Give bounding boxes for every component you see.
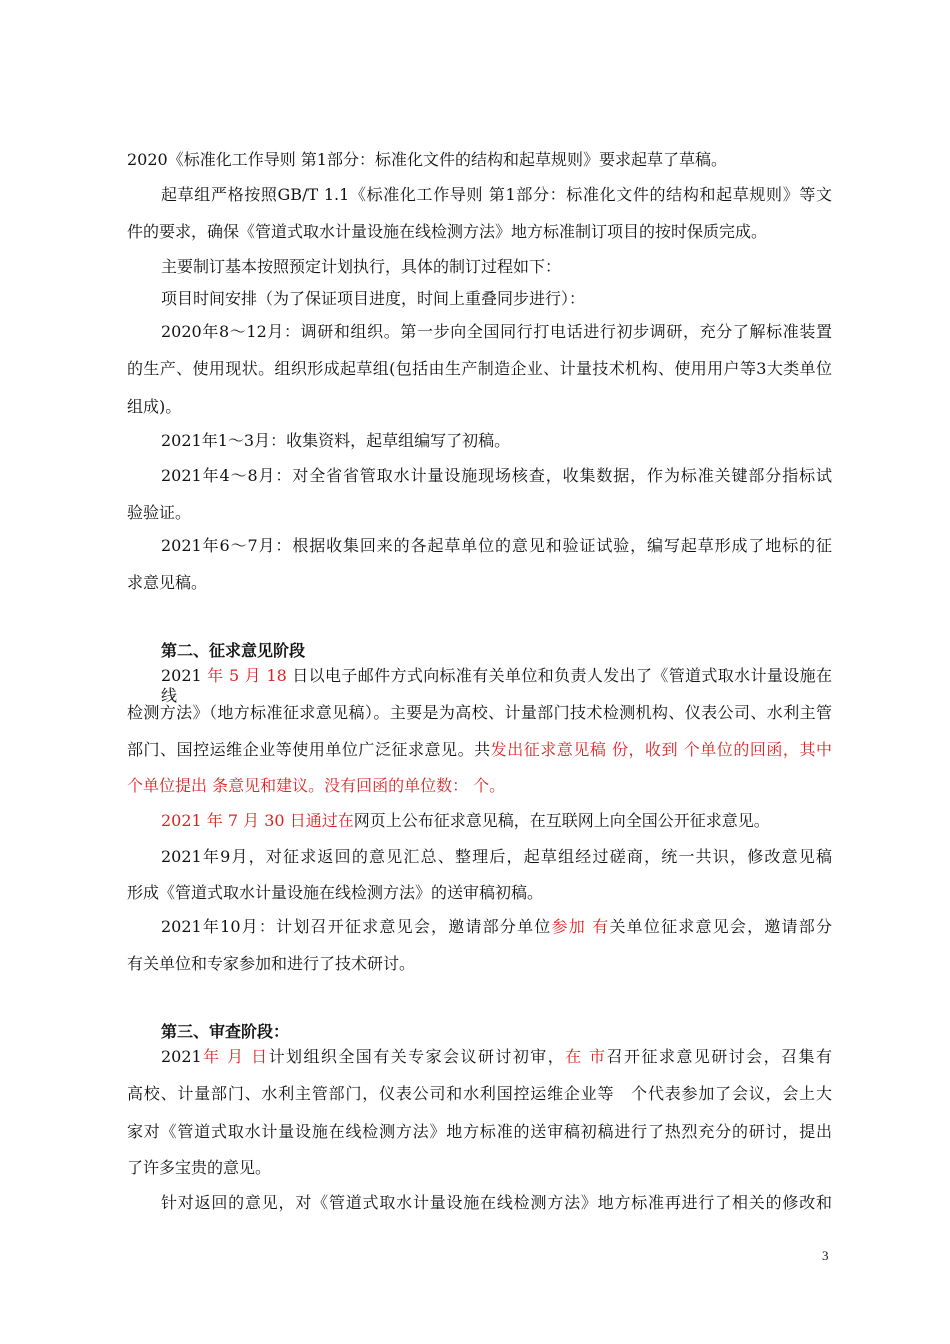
highlighted-text: 年 月 日 xyxy=(201,1047,269,1066)
text-run: 网页上公布征求意见稿，在互联网上向全国公开征求意见。 xyxy=(353,811,770,830)
paragraph-line xyxy=(161,289,832,309)
text-run: 第二、征求意见阶段 xyxy=(161,641,306,660)
highlighted-text: 参加 有 xyxy=(551,917,610,936)
text-run: 形成《管道式取水计量设施在线检测方法》的送审稿初稿。 xyxy=(127,883,544,902)
text-run: 关单位征求意见会，邀请部分 xyxy=(609,917,832,936)
text-run: 验验证。 xyxy=(127,503,192,522)
text-run: 的生产、使用现状。组织形成起草组(包括由生产制造企业、计量技术机构、使用用户等3大类单位 xyxy=(127,359,832,378)
paragraph-line xyxy=(161,466,832,486)
paragraph-line xyxy=(127,1122,832,1142)
text-run: 项目时间安排（为了保证项目进度，时间上重叠同步进行）： xyxy=(161,289,586,308)
paragraph-line xyxy=(161,811,832,831)
paragraph-line xyxy=(127,1084,832,1104)
text-run: 日以电子邮件方式向标准有关单位和负责人发出了《管道式取水计量设施在线 xyxy=(161,666,832,705)
text-run: 2021 xyxy=(161,666,208,685)
paragraph-line xyxy=(127,503,832,523)
paragraph-line xyxy=(161,666,832,706)
text-run: 了许多宝贵的意见。 xyxy=(127,1158,272,1177)
paragraph-line xyxy=(161,185,832,205)
paragraph-line xyxy=(161,322,832,342)
text-run: 2021年4～8月：对全省省管取水计量设施现场核查，收集数据，作为标准关键部分指标试 xyxy=(161,466,832,485)
text-run: 高校、计量部门、水利主管部门，仪表公司和水利国控运维企业等 个代表参加了会议，会上大 xyxy=(127,1084,832,1103)
text-run: 组成)。 xyxy=(127,397,182,416)
text-run: 2020《标准化工作导则 第1部分：标准化文件的结构和起草规则》要求起草了草稿。 xyxy=(127,150,727,169)
paragraph-line xyxy=(127,883,832,903)
text-run: 家对《管道式取水计量设施在线检测方法》地方标准的送审稿初稿进行了热烈充分的研讨，提出 xyxy=(127,1122,832,1141)
paragraph-line xyxy=(161,1047,832,1067)
paragraph-line xyxy=(127,740,832,760)
text-run: 求意见稿。 xyxy=(127,573,208,592)
highlighted-text: 年 5 月 18 xyxy=(207,666,293,685)
text-run: 2021年6～7月：根据收集回来的各起草单位的意见和验证试验，编写起草形成了地标的征 xyxy=(161,536,832,555)
text-run: 有关单位和专家参加和进行了技术研讨。 xyxy=(127,954,416,973)
paragraph-line xyxy=(161,257,832,277)
text-run: 召开征求意见研讨会，召集有 xyxy=(606,1047,832,1066)
text-run: 2020年8～12月：调研和组织。第一步向全国同行打电话进行初步调研，充分了解标准装置 xyxy=(161,322,832,341)
paragraph-line xyxy=(161,847,832,867)
page-number: 3 xyxy=(822,1248,829,1263)
text-run: 第三、审查阶段： xyxy=(161,1022,290,1041)
text-run: 件的要求，确保《管道式取水计量设施在线检测方法》地方标准制订项目的按时保质完成。 xyxy=(127,222,768,241)
text-run: 起草组严格按照GB/T 1.1《标准化工作导则 第1部分：标准化文件的结构和起草规则》等文 xyxy=(161,185,832,204)
paragraph-line xyxy=(127,573,832,593)
highlighted-text: 2021 年 7 月 30 日通过在 xyxy=(161,811,354,830)
paragraph-line xyxy=(127,397,832,417)
text-run: 部门、国控运维企业等使用单位广泛征求意见。共 xyxy=(127,740,491,759)
highlighted-text: 发出征求意见稿 份，收到 个单位的回函，其中 xyxy=(490,740,832,759)
text-run: 2021年9月，对征求返回的意见汇总、整理后，起草组经过磋商，统一共识，修改意见稿 xyxy=(161,847,832,866)
paragraph-line xyxy=(127,703,832,723)
paragraph-line xyxy=(161,431,832,451)
paragraph-line xyxy=(127,222,832,242)
text-run: 针对返回的意见，对《管道式取水计量设施在线检测方法》地方标准再进行了相关的修改和 xyxy=(161,1193,832,1212)
text-run: 2021 xyxy=(161,1047,202,1066)
paragraph-line xyxy=(127,359,832,379)
text-run: 计划组织全国有关专家会议研讨初审， xyxy=(268,1047,566,1066)
section-heading xyxy=(161,1022,866,1042)
highlighted-text: 在 市 xyxy=(565,1047,607,1066)
paragraph-line xyxy=(127,1158,832,1178)
text-run: 2021年1～3月：收集资料，起草组编写了初稿。 xyxy=(161,431,511,450)
section-heading xyxy=(161,641,866,661)
text-run: 主要制订基本按照预定计划执行，具体的制订过程如下： xyxy=(161,257,562,276)
paragraph-line xyxy=(161,917,832,937)
text-run: 2021年10月：计划召开征求意见会，邀请部分单位 xyxy=(161,917,552,936)
paragraph-line xyxy=(161,1193,832,1213)
highlighted-text: 个单位提出 条意见和建议。没有回函的单位数： 个。 xyxy=(127,776,506,795)
paragraph-line xyxy=(161,536,832,556)
text-run: 检测方法》（地方标准征求意见稿）。主要是为高校、计量部门技术检测机构、仪表公司、水利主管 xyxy=(127,703,832,722)
paragraph-line xyxy=(127,954,832,974)
paragraph-line xyxy=(127,150,832,170)
paragraph-line xyxy=(127,776,832,796)
